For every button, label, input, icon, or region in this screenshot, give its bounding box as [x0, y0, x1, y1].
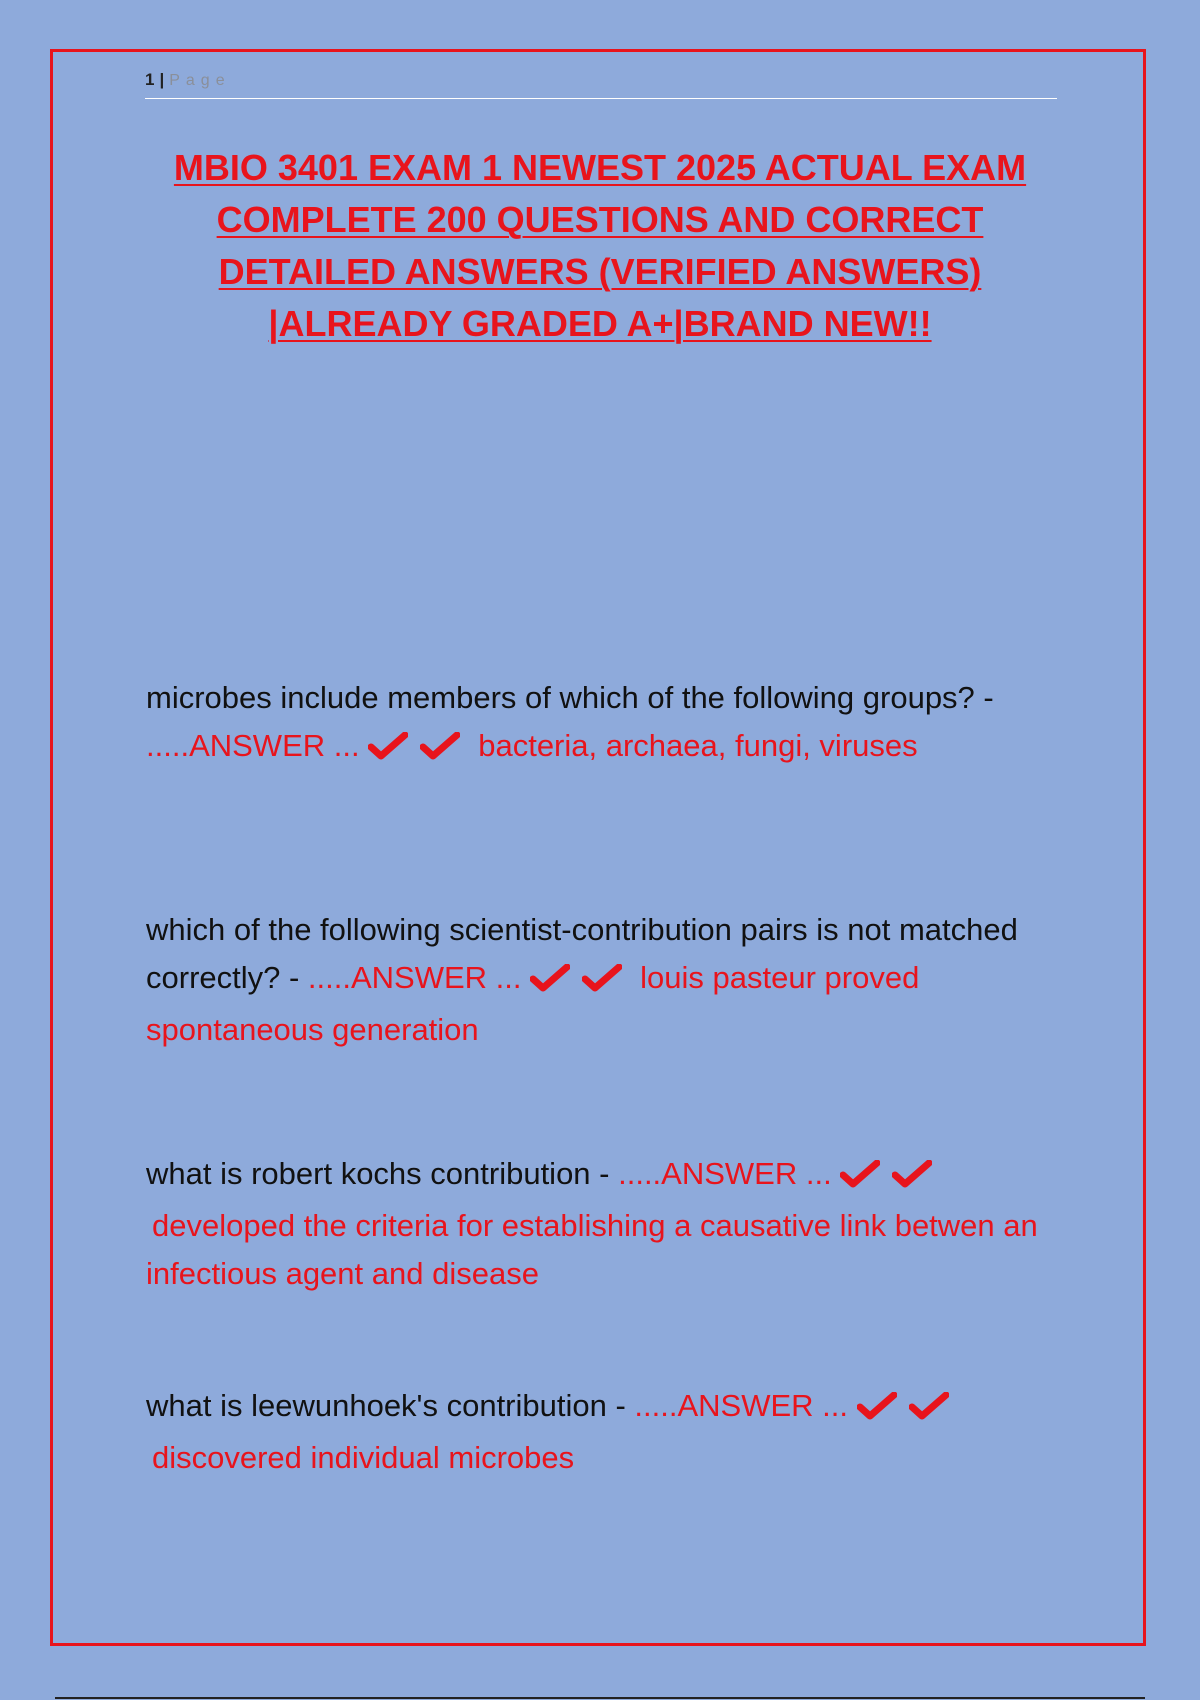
qa-item: [146, 906, 1066, 1054]
checkmark-icon: [840, 1154, 880, 1202]
checkmark-icon: [530, 958, 570, 1006]
checkmark-icon: [368, 726, 408, 774]
checkmark-icon: [582, 958, 622, 1006]
page-label: Page: [169, 72, 231, 89]
qa-item: [146, 1150, 1066, 1298]
answer-marker: .....ANSWER ...: [634, 1388, 848, 1423]
answer-marker: .....ANSWER ...: [618, 1156, 832, 1191]
page-number: 1: [145, 70, 156, 89]
document-title: MBIO 3401 EXAM 1 NEWEST 2025 ACTUAL EXAM COMPLETE 200 QUESTIONS AND CORRECT DETAILED ANSWERS (VERIFIED ANSWERS) |ALREADY GRADED A+|BRAND NEW!!: [173, 147, 1027, 344]
question-text: microbes include members of which of the following groups? -: [146, 680, 994, 715]
page-separator: |: [159, 70, 166, 89]
question-text: which of the following scientist-contribution pairs is not matched correctly? -: [146, 912, 1018, 995]
checkmark-icon: [857, 1386, 897, 1434]
footer-divider: [55, 1697, 1145, 1699]
checkmark-icon: [909, 1386, 949, 1434]
answer-marker: .....ANSWER ...: [307, 960, 522, 995]
question-text: what is robert kochs contribution -: [146, 1156, 619, 1191]
answer-marker: .....ANSWER ...: [146, 728, 360, 763]
checkmark-icon: [420, 726, 460, 774]
question-text: what is leewunhoek's contribution -: [146, 1388, 635, 1423]
qa-item: [146, 1382, 1066, 1482]
answer-text: discovered individual microbes: [152, 1440, 575, 1475]
qa-item: [146, 674, 1066, 774]
answer-text: louis pasteur proved spontaneous generation: [146, 960, 920, 1047]
answer-text: developed the criteria for establishing a causative link betwen an infectious agent and disease: [146, 1208, 1038, 1291]
page-header: [145, 70, 1057, 99]
checkmark-icon: [892, 1154, 932, 1202]
answer-text: bacteria, archaea, fungi, viruses: [478, 728, 918, 763]
